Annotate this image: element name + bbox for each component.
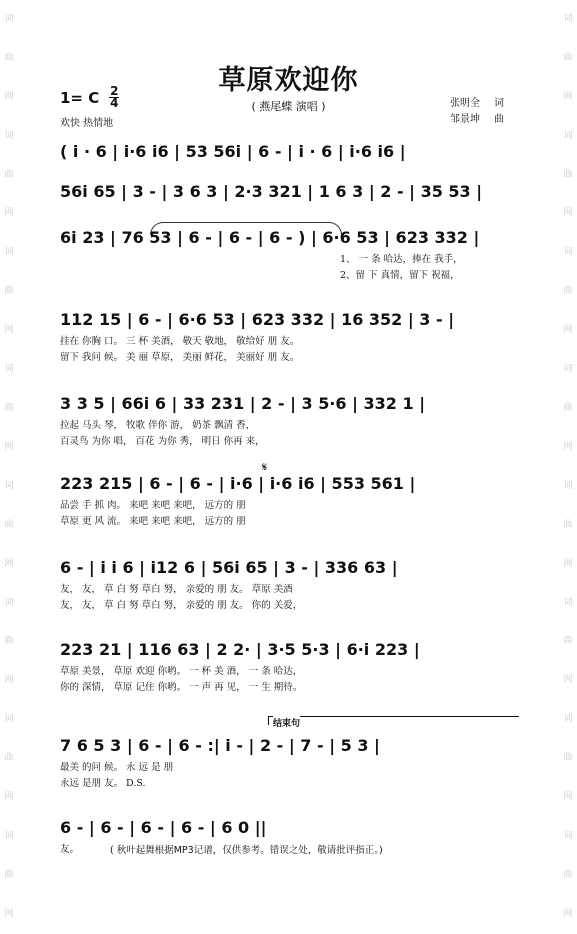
watermark-left: 词 曲 网 词 曲 网 词 曲 网 词 曲 网 词 曲 网 词 曲 网 词 曲 网 词 曲 网: [4, 13, 14, 919]
staff-line-8: [60, 634, 530, 696]
lyric-verse-2: 2、留 下 真情，留下 祝福，: [340, 270, 460, 281]
key-signature: [60, 86, 119, 109]
time-top: 2: [110, 84, 119, 98]
notation-line: 6i 23 | 76 53 | 6 - | 6 - | 6 - ) | 6·6 53 | 623 332 |: [60, 227, 480, 247]
lyric-verse-1: 拉起 马头 琴， 牧歌 伴你 游， 奶茶 飘清 香，: [60, 420, 256, 431]
notation-line: 7 6 5 3 | 6 - | 6 - :| i - | 2 - | 7 - | 5 3 |: [60, 735, 380, 755]
tempo-marking: 欢快 热情地: [60, 118, 114, 129]
composer-credit: [450, 110, 504, 125]
notation-line: 112 15 | 6 - | 6·6 53 | 623 332 | 16 352 | 3 - |: [60, 309, 455, 329]
segno-sign: 𝄋: [262, 460, 268, 474]
lyric-verse-1: 挂在 你胸 口。 三 杯 美酒， 敬天 敬地， 敬给好 朋 友。: [60, 336, 300, 347]
notation-line: ( i · 6 | i·6 i6 | 53 56i | 6 - | i · 6 | i·6 i6 |: [60, 141, 406, 161]
staff-line-1: [60, 136, 530, 166]
lyric-final: 友。: [60, 844, 80, 855]
lyric-verse-1: 友， 友， 草 白 努 草白 努， 亲爱的 朋 友。 草原 美酒: [60, 584, 293, 595]
composer-name: 邹景坤: [450, 114, 480, 125]
notation-line: 6 - | i i 6 | i12 6 | 56i 65 | 3 - | 336 63 |: [60, 557, 398, 577]
notation-line: 223 215 | 6 - | 6 - | i·6 | i·6 i6 | 553 561 |: [60, 473, 416, 493]
staff-line-5: [60, 388, 530, 450]
lyric-verse-1: 品尝 手 抓 肉。 来吧 来吧 来吧， 远方的 朋: [60, 500, 246, 511]
lyricist-role: 词: [494, 98, 504, 109]
notation-line: 3 3 5 | 66i 6 | 33 231 | 2 - | 3 5·6 | 332 1 |: [60, 393, 426, 413]
lyric-verse-2: 友， 友， 草 白 努 草白 努， 亲爱的 朋 友。 你的 关爱，: [60, 600, 303, 611]
singer-credit: ( 燕尾蝶 演唱 ): [251, 100, 326, 113]
staff-line-6: [60, 468, 530, 530]
lyric-verse-2: 永远 是朋 友。 D.S.: [60, 778, 146, 789]
staff-line-3: [60, 222, 530, 284]
song-title: 草原欢迎你: [218, 65, 359, 96]
ending-bracket: [268, 716, 519, 729]
lyric-verse-1: 最美 的问 候。 永 远 是 朋: [60, 762, 174, 773]
time-bottom: 4: [110, 96, 119, 110]
lyric-verse-2: 百灵鸟 为你 唱， 百花 为你 秀， 明日 你再 来，: [60, 436, 265, 447]
lyric-verse-2: 你的 深情， 草原 记住 你哟。 一 声 再 见， 一 生 期待。: [60, 682, 303, 693]
lyricist-credit: [450, 94, 504, 109]
time-signature: [109, 86, 119, 109]
watermark-right: 词 曲 网 词 曲 网 词 曲 网 词 曲 网 词 曲 网 词 曲 网 词 曲 网 词 曲 网: [563, 13, 573, 919]
notation-line: 6 - | 6 - | 6 - | 6 - | 6 0 ||: [60, 817, 267, 837]
staff-line-7: [60, 552, 530, 614]
staff-line-2: [60, 176, 530, 206]
lyric-verse-1: 草原 美景， 草原 欢迎 你哟。 一 杯 美 酒， 一 条 哈达，: [60, 666, 303, 677]
lyric-verse-1: 1、 一 条 哈达，捧在 我手，: [340, 254, 463, 265]
composer-role: 曲: [494, 114, 504, 125]
notation-line: 56i 65 | 3 - | 3 6 3 | 2·3 321 | 1 6 3 | 2 - | 35 53 |: [60, 181, 483, 201]
staff-line-9: [60, 730, 530, 792]
lyric-verse-2: 草原 更 风 流。 来吧 来吧 来吧， 远方的 朋: [60, 516, 246, 527]
transcriber-note: ( 秋叶起舞根据MP3记谱，仅供参考。错误之处，敬请批评指正。): [110, 845, 383, 856]
ending-label: 结束句: [273, 716, 300, 729]
notation-line: 223 21 | 116 63 | 2 2· | 3·5 5·3 | 6·i 223 |: [60, 639, 420, 659]
key-label: 1= C: [60, 88, 100, 107]
staff-line-4: [60, 304, 530, 366]
lyricist-name: 张明全: [450, 98, 480, 109]
lyric-verse-2: 留下 我问 候。 美 丽 草原， 美丽 鲜花， 美丽好 朋 友。: [60, 352, 300, 363]
